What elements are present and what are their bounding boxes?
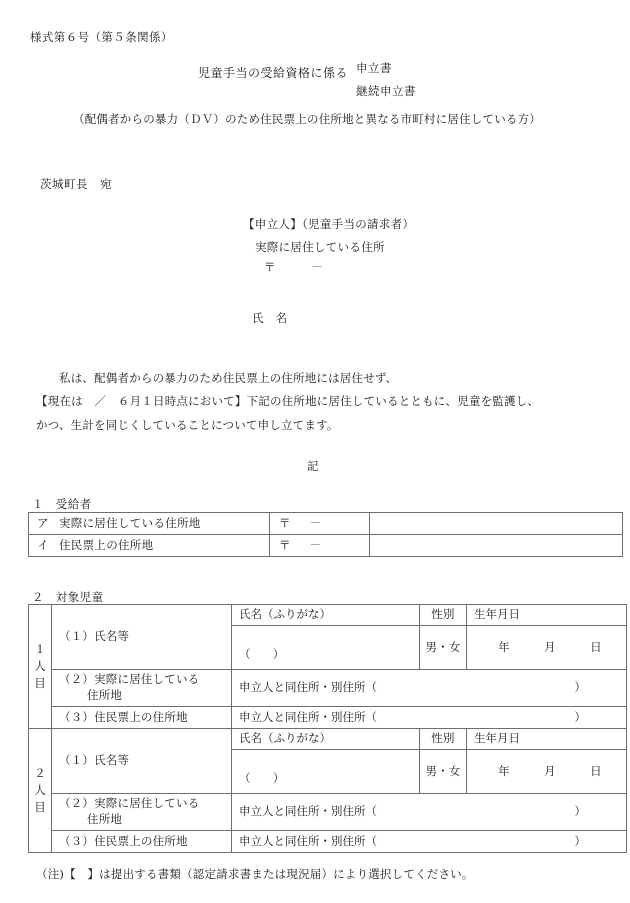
kana-close-paren: ） [272,771,285,786]
child-1-dob-month-label: 月 [544,639,556,654]
child-1-actual-address-label-a: （２）実際に居住している [59,672,200,687]
form-subtitle: （配偶者からの暴力（ＤＶ）のため住民票上の住所地と異なる市町村に居住している方） [73,112,541,126]
applicant-name-label: 氏 名 [252,311,288,325]
recipient-row-0-marker: ア [37,515,49,530]
recipient-row-1-postal[interactable] [270,535,370,557]
kana-close-paren: ） [272,647,285,662]
recipient-row-1-label [29,535,270,557]
child-2-index-char-0: ２ [34,765,46,780]
child-1-index-char-2: 目 [34,676,46,691]
child-2-dob-month-label: 月 [544,763,556,778]
child-1-actual-address-label [52,670,232,707]
child-2-gender-options[interactable]: 男・女 [420,750,467,794]
child-1-actual-address-label-b: 住所地 [87,688,123,702]
child-1-dob-input[interactable] [467,626,627,670]
child-2-dob-column-header: 生年月日 [467,729,627,750]
statement-line-2: 【現在は ／ ６月１日時点において】下記の住所地に居住しているとともに、児童を監護し、 [36,394,540,408]
child-2-registered-address-choice: 申立人と同住所・別住所（ [239,833,377,848]
child-2-actual-address-close: ） [574,804,586,819]
child-1-gender-column-header: 性別 [420,605,467,626]
child-2-kana-input[interactable] [239,771,419,787]
child-1-kana-input[interactable] [239,647,419,663]
addressee: 茨城町長 宛 [40,177,112,191]
postal-mark-icon: 〒 [279,537,291,552]
child-1-name-field-label: （１）氏名等 [52,605,232,670]
form-title-main: 児童手当の受給資格に係る [198,66,349,80]
recipient-row-0-label-text: 実際に居住している住所地 [59,515,201,530]
child-1-dob-year-label: 年 [498,639,510,654]
applicant-address-label: 実際に居住している住所 [255,240,385,254]
table-row [29,707,627,729]
child-2-actual-address-label [52,794,232,831]
child-2-actual-address-label-b: 住所地 [87,812,123,826]
child-2-registered-address-close: ） [574,833,586,848]
recipient-row-1-marker: イ [37,537,49,552]
applicant-label: 【申立人】（児童手当の請求者） [243,217,415,231]
child-2-gender-column-header: 性別 [420,729,467,750]
form-number: 様式第６号（第５条関係） [30,30,173,44]
child-2-actual-address-label-a: （２）実際に居住している [59,796,200,811]
child-1-gender-options[interactable]: 男・女 [420,626,467,670]
postal-dash: － [309,537,321,552]
child-1-name-input[interactable] [232,626,420,670]
child-2-registered-address-input[interactable] [232,831,627,853]
child-2-actual-address-input[interactable] [232,794,627,831]
child-1-actual-address-input[interactable] [232,670,627,707]
child-1-name-column-header: 氏名（ふりがな） [232,605,420,626]
child-2-index-char-1: 人 [34,782,46,797]
form-title-option-moushitatesho: 申立書 [356,61,392,75]
statement-line-3: かつ、生計を同じくしていることについて申し立てます。 [36,418,339,432]
table-row [29,605,627,626]
child-2-name-field-label: （１）氏名等 [52,729,232,794]
recipient-row-1-label-text: 住民票上の住所地 [59,537,154,552]
child-1-registered-address-close: ） [574,709,586,724]
child-2-actual-address-choice: 申立人と同住所・別住所（ [239,804,377,819]
child-1-actual-address-choice: 申立人と同住所・別住所（ [239,680,377,695]
child-2-registered-address-label: （３）住民票上の住所地 [52,831,232,853]
recipient-row-1-value[interactable] [370,535,623,557]
child-1-registered-address-label: （３）住民票上の住所地 [52,707,232,729]
footnote: （注)【 】は提出する書類（認定請求書または現況届）により選択してください。 [36,867,474,881]
postal-mark-icon: 〒 [279,515,291,530]
table-row [29,535,623,557]
child-1-registered-address-choice: 申立人と同住所・別住所（ [239,709,377,724]
postal-dash: － [311,260,323,274]
section-children-heading: ２ 対象児童 [32,590,104,604]
kana-open-paren: （ [239,647,251,662]
child-1-actual-address-close: ） [574,680,586,695]
postal-dash: － [309,515,321,530]
kana-open-paren: （ [239,771,251,786]
recipient-row-0-postal[interactable] [270,513,370,535]
child-1-registered-address-input[interactable] [232,707,627,729]
form-title-option-keizoku-moushitatesho: 継続申立書 [356,84,416,98]
table-row [29,794,627,831]
applicant-postal-row [264,259,323,275]
child-2-dob-input[interactable] [467,750,627,794]
child-2-index-char-2: 目 [34,800,46,815]
child-1-index-char-1: 人 [34,658,46,673]
section-recipient-heading: １ 受給者 [32,497,92,511]
children-table [28,604,627,853]
child-2-dob-day-label: 日 [590,763,602,778]
recipient-row-0-value[interactable] [370,513,623,535]
table-row [29,729,627,750]
record-mark: 記 [307,459,319,473]
child-2-name-input[interactable] [232,750,420,794]
recipient-row-0-label [29,513,270,535]
child-1-index [29,605,52,729]
table-row [29,670,627,707]
child-1-dob-column-header: 生年月日 [467,605,627,626]
child-1-index-char-0: １ [34,641,46,656]
child-1-dob-day-label: 日 [590,639,602,654]
postal-mark-icon: 〒 [264,260,276,274]
statement-line-1: 私は、配偶者からの暴力のため住民票上の住所地には居住せず、 [59,371,398,385]
child-2-name-column-header: 氏名（ふりがな） [232,729,420,750]
recipient-table [28,512,623,557]
child-2-index [29,729,52,853]
child-2-dob-year-label: 年 [498,763,510,778]
table-row [29,513,623,535]
table-row [29,831,627,853]
